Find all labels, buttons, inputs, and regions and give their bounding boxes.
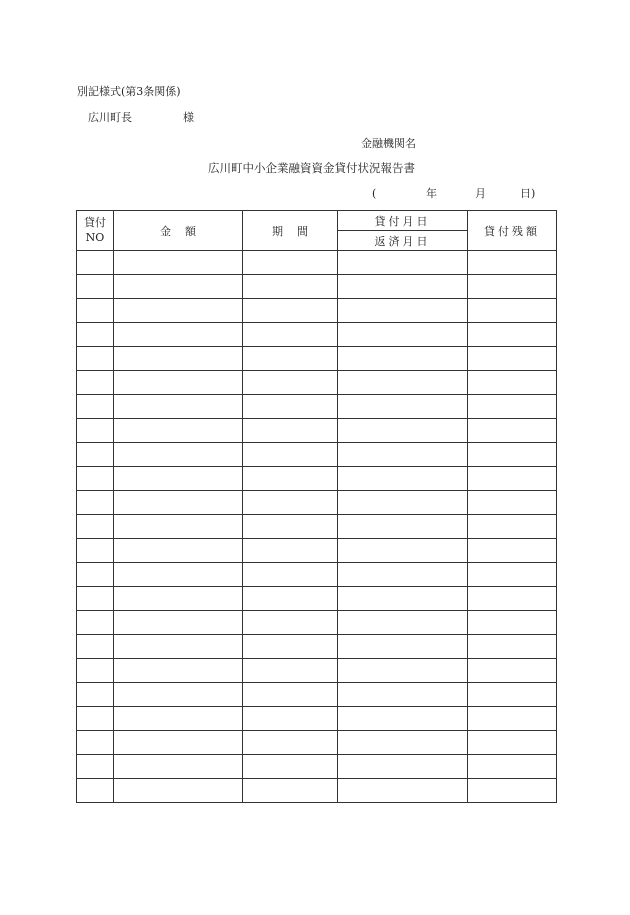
cell-loan-no[interactable] (77, 539, 114, 563)
table-row (77, 347, 557, 371)
cell-balance[interactable] (468, 323, 557, 347)
cell-amount[interactable] (114, 275, 243, 299)
cell-balance[interactable] (468, 731, 557, 755)
cell-dates[interactable] (338, 491, 468, 515)
cell-balance[interactable] (468, 683, 557, 707)
table-row (77, 395, 557, 419)
cell-period[interactable] (243, 275, 338, 299)
cell-loan-no[interactable] (77, 659, 114, 683)
cell-balance[interactable] (468, 587, 557, 611)
table-row (77, 707, 557, 731)
table-row (77, 371, 557, 395)
cell-dates[interactable] (338, 659, 468, 683)
cell-amount[interactable] (114, 779, 243, 803)
cell-loan-no[interactable] (77, 251, 114, 275)
cell-amount[interactable] (114, 635, 243, 659)
cell-period[interactable] (243, 659, 338, 683)
cell-loan-no[interactable] (77, 467, 114, 491)
cell-dates[interactable] (338, 395, 468, 419)
cell-balance[interactable] (468, 251, 557, 275)
date-year-label: 年 (426, 187, 437, 200)
cell-loan-no[interactable] (77, 635, 114, 659)
cell-loan-no[interactable] (77, 683, 114, 707)
cell-balance[interactable] (468, 755, 557, 779)
cell-dates[interactable] (338, 707, 468, 731)
cell-balance[interactable] (468, 275, 557, 299)
cell-amount[interactable] (114, 683, 243, 707)
cell-period[interactable] (243, 731, 338, 755)
cell-period[interactable] (243, 707, 338, 731)
cell-dates[interactable] (338, 323, 468, 347)
table-row (77, 659, 557, 683)
loan-status-table (76, 210, 557, 803)
cell-period[interactable] (243, 779, 338, 803)
header-loan-no (77, 211, 114, 251)
cell-loan-no[interactable] (77, 395, 114, 419)
cell-loan-no[interactable] (77, 299, 114, 323)
cell-balance[interactable] (468, 707, 557, 731)
cell-amount[interactable] (114, 731, 243, 755)
cell-loan-no[interactable] (77, 347, 114, 371)
date-open-paren: ( (372, 187, 377, 200)
cell-balance[interactable] (468, 299, 557, 323)
header-repay-date: 返済月日 (338, 231, 468, 251)
cell-dates[interactable] (338, 731, 468, 755)
honorific: 様 (183, 111, 194, 124)
cell-balance[interactable] (468, 515, 557, 539)
cell-amount[interactable] (114, 323, 243, 347)
cell-balance[interactable] (468, 419, 557, 443)
table-row (77, 587, 557, 611)
date-month-label: 月 (475, 187, 486, 200)
cell-loan-no[interactable] (77, 731, 114, 755)
cell-period[interactable] (243, 491, 338, 515)
cell-amount[interactable] (114, 539, 243, 563)
cell-loan-no[interactable] (77, 419, 114, 443)
cell-amount[interactable] (114, 395, 243, 419)
header-amount: 金額 (114, 211, 243, 251)
cell-period[interactable] (243, 467, 338, 491)
cell-period[interactable] (243, 299, 338, 323)
cell-dates[interactable] (338, 275, 468, 299)
table-row (77, 611, 557, 635)
table-row (77, 779, 557, 803)
table-row (77, 635, 557, 659)
cell-loan-no[interactable] (77, 515, 114, 539)
cell-amount[interactable] (114, 371, 243, 395)
cell-amount[interactable] (114, 467, 243, 491)
cell-loan-no[interactable] (77, 611, 114, 635)
cell-balance[interactable] (468, 563, 557, 587)
cell-dates[interactable] (338, 611, 468, 635)
cell-dates[interactable] (338, 419, 468, 443)
cell-amount[interactable] (114, 515, 243, 539)
cell-balance[interactable] (468, 635, 557, 659)
table-row (77, 491, 557, 515)
cell-amount[interactable] (114, 659, 243, 683)
cell-period[interactable] (243, 755, 338, 779)
cell-balance[interactable] (468, 395, 557, 419)
cell-period[interactable] (243, 251, 338, 275)
cell-period[interactable] (243, 371, 338, 395)
header-balance: 貸付残額 (468, 211, 557, 251)
table-row (77, 275, 557, 299)
cell-period[interactable] (243, 563, 338, 587)
cell-period[interactable] (243, 587, 338, 611)
table-row (77, 755, 557, 779)
table-row (77, 731, 557, 755)
table-row (77, 539, 557, 563)
cell-dates[interactable] (338, 755, 468, 779)
cell-period[interactable] (243, 395, 338, 419)
cell-dates[interactable] (338, 779, 468, 803)
cell-balance[interactable] (468, 539, 557, 563)
cell-loan-no[interactable] (77, 779, 114, 803)
cell-amount[interactable] (114, 755, 243, 779)
cell-period[interactable] (243, 539, 338, 563)
cell-dates[interactable] (338, 587, 468, 611)
cell-period[interactable] (243, 443, 338, 467)
cell-balance[interactable] (468, 779, 557, 803)
report-title: 広川町中小企業融資資金貸付状況報告書 (208, 161, 415, 175)
cell-dates[interactable] (338, 515, 468, 539)
cell-amount[interactable] (114, 419, 243, 443)
cell-loan-no[interactable] (77, 491, 114, 515)
cell-loan-no[interactable] (77, 563, 114, 587)
cell-period[interactable] (243, 419, 338, 443)
cell-dates[interactable] (338, 683, 468, 707)
cell-balance[interactable] (468, 491, 557, 515)
cell-dates[interactable] (338, 443, 468, 467)
form-label: 別記様式(第3条関係) (77, 85, 181, 98)
cell-loan-no[interactable] (77, 755, 114, 779)
cell-amount[interactable] (114, 491, 243, 515)
table-row (77, 467, 557, 491)
cell-loan-no[interactable] (77, 323, 114, 347)
cell-period[interactable] (243, 323, 338, 347)
cell-balance[interactable] (468, 347, 557, 371)
header-loan-no-line1: 貸付 (84, 216, 106, 230)
cell-loan-no[interactable] (77, 443, 114, 467)
cell-amount[interactable] (114, 563, 243, 587)
cell-period[interactable] (243, 347, 338, 371)
table-row (77, 419, 557, 443)
cell-dates[interactable] (338, 635, 468, 659)
cell-period[interactable] (243, 683, 338, 707)
cell-amount[interactable] (114, 611, 243, 635)
cell-dates[interactable] (338, 539, 468, 563)
table-row (77, 443, 557, 467)
cell-dates[interactable] (338, 371, 468, 395)
cell-loan-no[interactable] (77, 371, 114, 395)
cell-amount[interactable] (114, 707, 243, 731)
cell-balance[interactable] (468, 611, 557, 635)
cell-balance[interactable] (468, 371, 557, 395)
cell-amount[interactable] (114, 299, 243, 323)
table-row (77, 323, 557, 347)
cell-amount[interactable] (114, 347, 243, 371)
cell-period[interactable] (243, 515, 338, 539)
header-period: 期間 (243, 211, 338, 251)
table-row (77, 251, 557, 275)
cell-amount[interactable] (114, 251, 243, 275)
header-loan-date: 貸付月日 (338, 211, 468, 231)
cell-loan-no[interactable] (77, 587, 114, 611)
table-body (77, 251, 557, 803)
table-row (77, 683, 557, 707)
cell-amount[interactable] (114, 587, 243, 611)
addressee: 広川町長 (88, 111, 132, 124)
cell-dates[interactable] (338, 251, 468, 275)
header-loan-no-line2: NO (85, 230, 105, 244)
cell-period[interactable] (243, 635, 338, 659)
institution-label: 金融機関名 (361, 137, 416, 150)
cell-balance[interactable] (468, 659, 557, 683)
cell-dates[interactable] (338, 467, 468, 491)
cell-period[interactable] (243, 611, 338, 635)
cell-loan-no[interactable] (77, 707, 114, 731)
table-row (77, 299, 557, 323)
cell-loan-no[interactable] (77, 275, 114, 299)
cell-balance[interactable] (468, 467, 557, 491)
cell-balance[interactable] (468, 443, 557, 467)
cell-dates[interactable] (338, 299, 468, 323)
table-row (77, 563, 557, 587)
table-row (77, 515, 557, 539)
date-day-label: 日) (520, 187, 536, 200)
cell-dates[interactable] (338, 563, 468, 587)
cell-dates[interactable] (338, 347, 468, 371)
cell-amount[interactable] (114, 443, 243, 467)
